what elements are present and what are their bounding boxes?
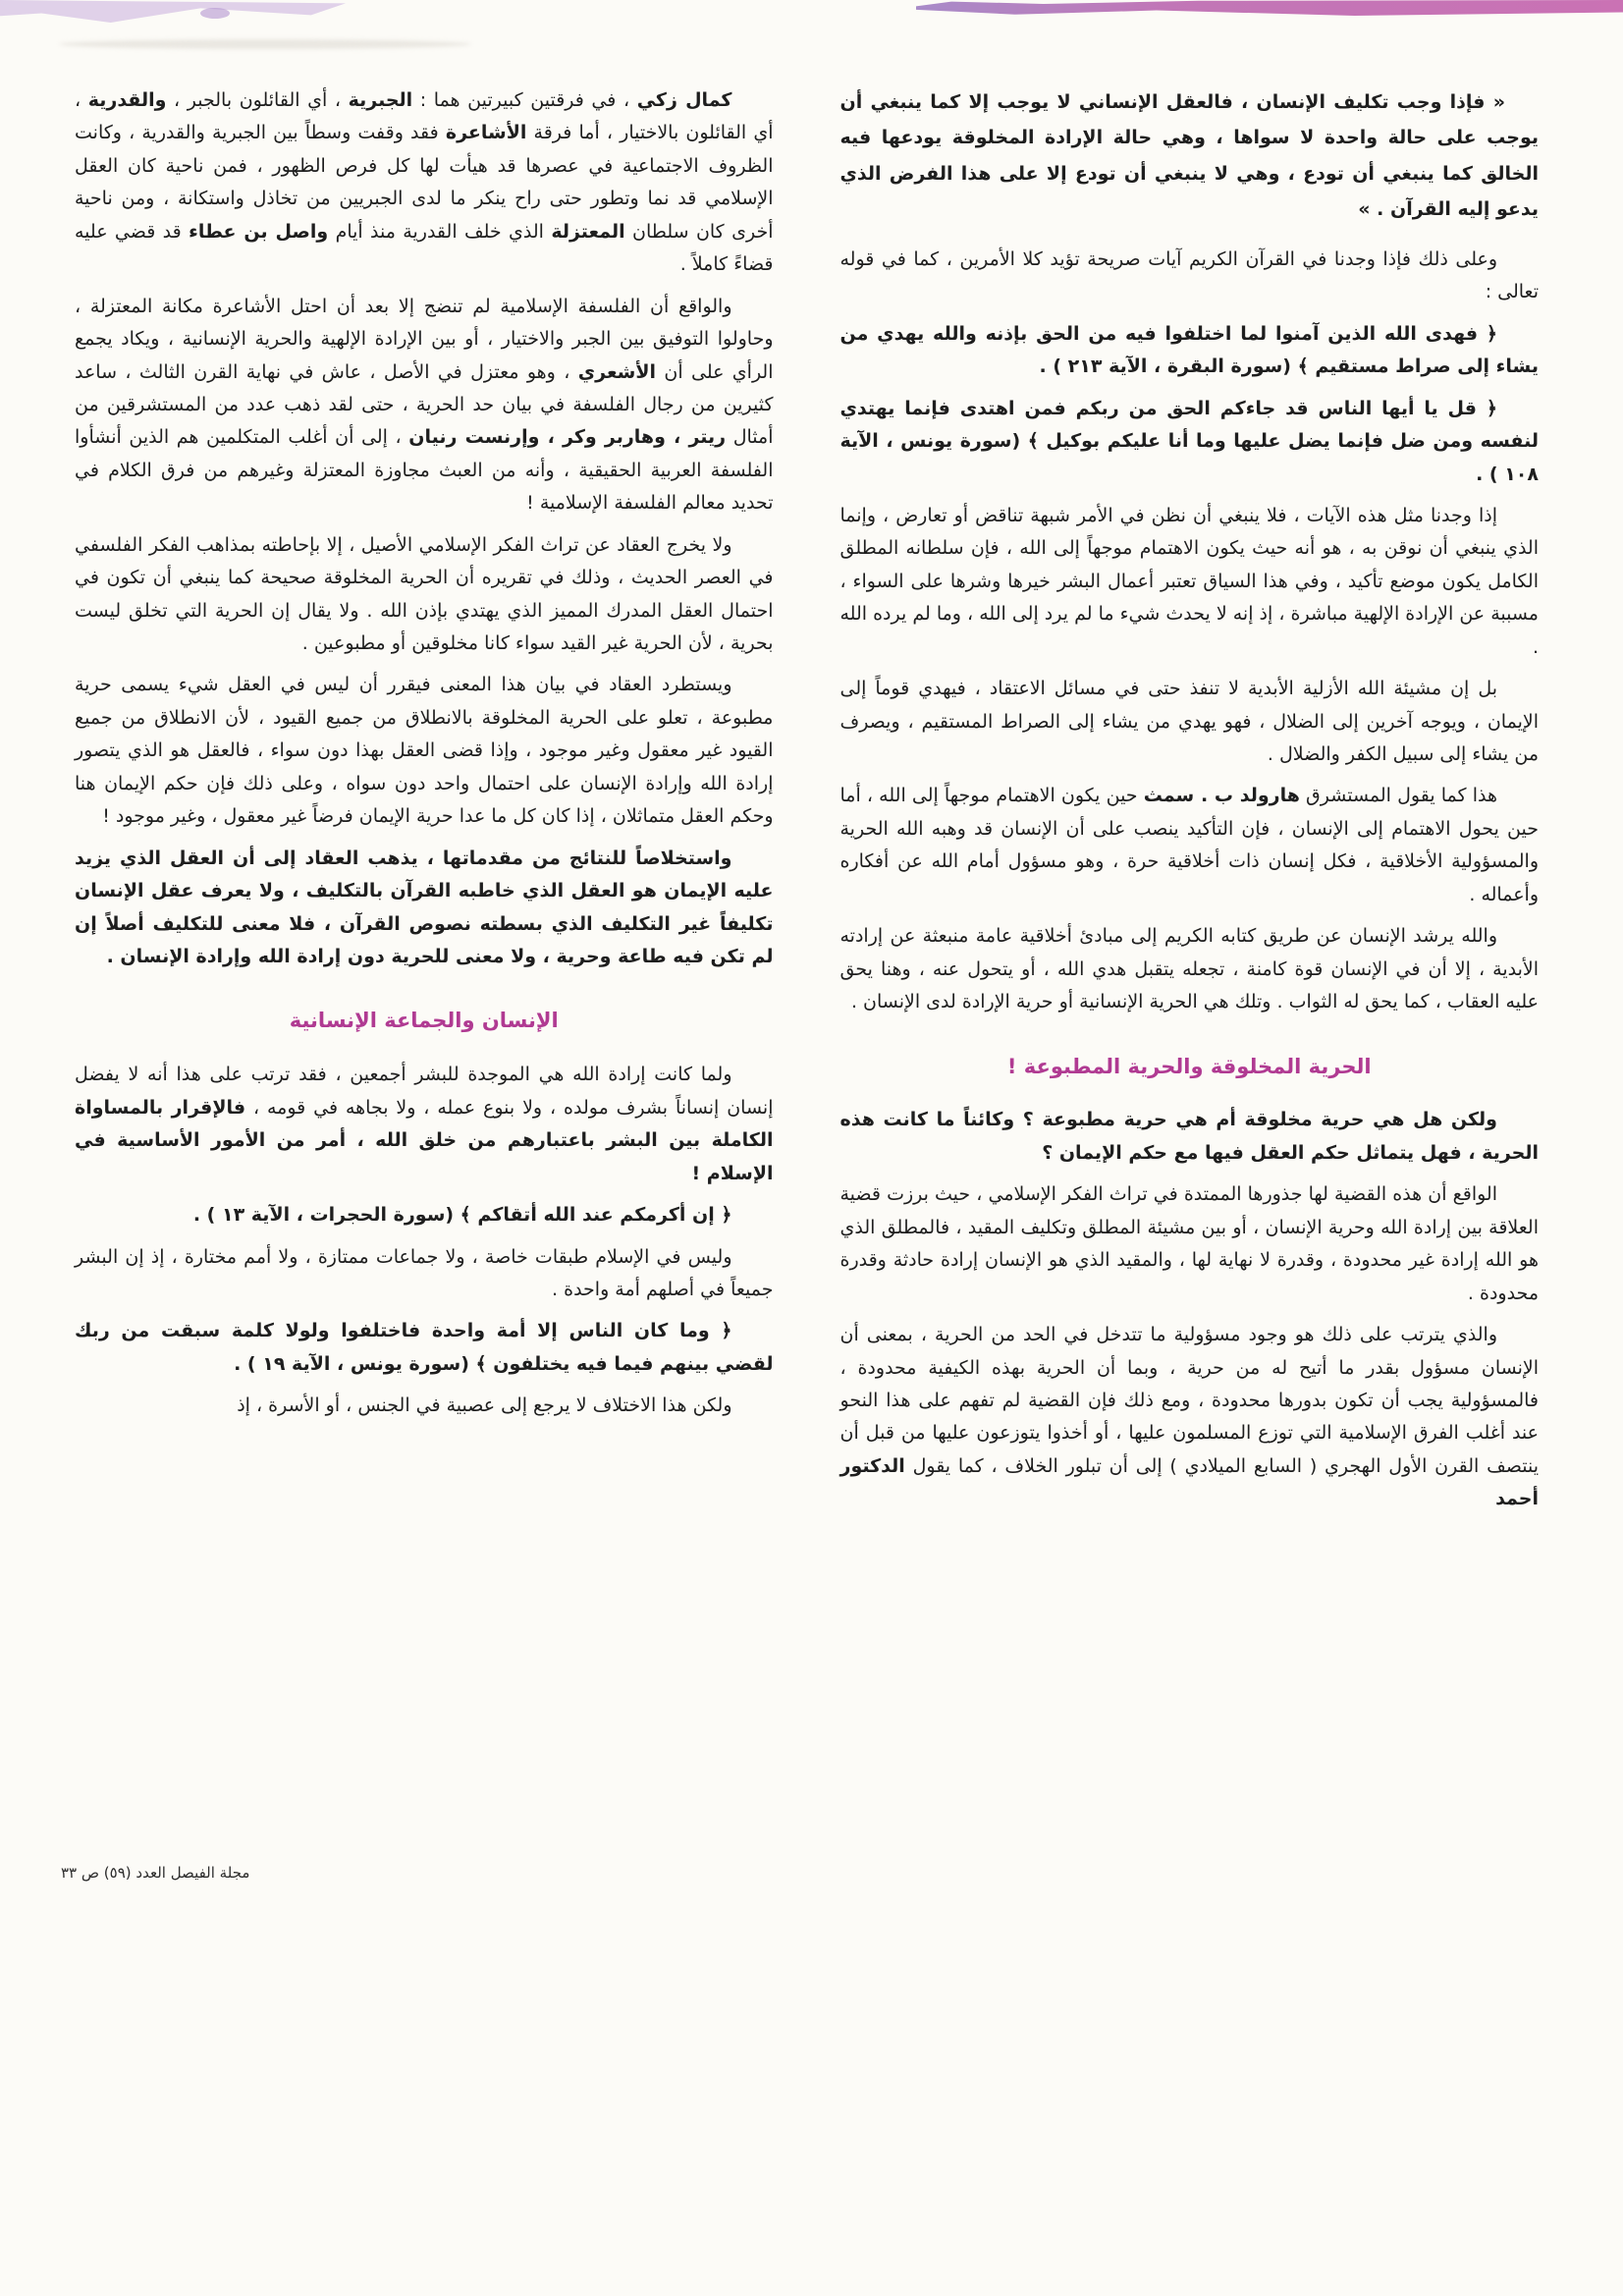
paragraph (840, 1319, 1540, 1516)
quran-verse (840, 393, 1540, 491)
section-heading (75, 1003, 774, 1039)
text-run: الذي خلف القدرية منذ أيام (328, 220, 552, 243)
text-run: والقدرية (87, 89, 167, 111)
paragraph (840, 1104, 1540, 1170)
paragraph (840, 1178, 1540, 1310)
text-run: بل إن مشيئة الله الأزلية الأبدية لا تنفذ حتى في مسائل الاعتقاد ، فيهدي قوماً إلى الإيمان ، ويوجه آخرين إلى الضلال ، فهو يهدي من يشاء إلى الصراط المستقيم ، ويصرف من يشاء إلى سبيل الكفر والضلال . (839, 678, 1539, 765)
text-run: فالإقرار بالمساواة الكاملة بين البشر باعتبارهم من خلق الله ، أمر من الأمور الأساسية في الإسلام ! (75, 1096, 774, 1184)
article-body (75, 84, 1539, 1525)
text-run: وليس في الإسلام طبقات خاصة ، ولا جماعات ممتازة ، ولا أمم مختارة ، إذ إن البشر جميعاً في أصلهم أمة واحدة . (75, 1245, 774, 1300)
left-column (75, 84, 774, 1525)
text-run: « فإذا وجب تكليف الإنسان ، فالعقل الإنساني لا يوجب إلا كما ينبغي أن يوجب على حالة واحدة لا سواها ، وهي حالة الإرادة المخلوقة يودعها فيه الخالق كما ينبغي أن تودع ، وهي لا ينبغي أن تودع إلا على هذا الفرض الذي يدعو إليه القرآن . » (839, 91, 1539, 221)
text-run: إذا وجدنا مثل هذه الآيات ، فلا ينبغي أن نظن في الأمر شبهة تناقض أو تعارض ، وإنما الذي ينبغي أن نوقن به ، هو أنه حيث يكون الاهتمام موجهاً إلى الله ، فإن سلطانه المطلق الكامل يكون موضع تأكيد ، وفي هذا السياق تعتبر أعمال البشر خيرها وشرها على السواء ، مسببة عن الإرادة الإلهية مباشرة ، إذ إنه لا يحدث شيء ما لم يرد إلى الله ، وما لم يرده الله . (839, 504, 1539, 658)
page-footer (61, 1864, 249, 1882)
text-run: ولكن هل هي حرية مخلوقة أم هي حرية مطبوعة ؟ وكائناً ما كانت هذه الحرية ، فهل يتماثل حكم العقل فيها مع حكم الإيمان ؟ (839, 1109, 1539, 1164)
text-run: وعلى ذلك فإذا وجدنا في القرآن الكريم آيات صريحة تؤيد كلا الأمرين ، كما في قوله تعالى : (839, 247, 1539, 303)
text-run: ويستطرد العقاد في بيان هذا المعنى فيقرر أن ليس في العقل شيء يسمى حرية مطبوعة ، تعلو على الحرية المخلوقة بالانطلاق من جميع القيود ، لأن الانطلاق من جميع القيود غير معقول وغير موجود ، وإذا قضى العقل بهذا دون سواء ، فالعقل هو الذي يتصور إرادة الله وإرادة الإنسان على احتمال واحد دون سواه ، وعلى ذلك فإن حكم الإيمان هنا وحكم العقل متماثلان ، إذا كان كل ما عدا حرية الإيمان فرضاً غير معقول ، وغير موجود ! (75, 674, 774, 828)
quran-verse (75, 1315, 774, 1381)
text-run: الأشعري (577, 360, 657, 383)
text-run: ريتر ، وهاربر وكر ، وإرنست رنيان (408, 426, 727, 449)
text-run: ، وهو معتزل في الأصل ، عاش في نهاية القرن الثالث ، ساعد كثيرين من رجال الفلسفة في بيان حد الحرية ، حتى لقد ذهب عدد من المستشرقين من أمثال (75, 360, 774, 449)
right-column (840, 84, 1540, 1525)
scan-artifact-top-right (916, 0, 1623, 16)
text-run: ﴿ إن أكرمكم عند الله أتقاكم ﴾ (سورة الحجرات ، الآية ١٣ ) . (192, 1204, 732, 1227)
text-run: كمال زكي (636, 89, 732, 111)
quotation-paragraph (840, 84, 1540, 228)
text-run: فقد وقفت وسطاً بين الجبرية والقدرية ، وكانت الظروف الاجتماعية في عصرها قد هيأت لها كل فرص الظهور ، فمن ناحية كان العقل الإسلامي قد نما وتطور حتى راح ينكر ما لدى الجبريين من تخاذل واستكانة ، ومن ناحية أخرى كان سلطان (75, 122, 774, 243)
quran-verse (840, 318, 1540, 384)
text-run: الدكتور أحمد (839, 1454, 1539, 1510)
text-run: قد قضي عليه قضاءً كاملاً . (75, 220, 774, 276)
text-run: ولكن هذا الاختلاف لا يرجع إلى عصبية في الجنس ، أو الأسرة ، إذ (237, 1394, 732, 1417)
text-run: والذي يترتب على ذلك هو وجود مسؤولية ما تتدخل في الحد من الحرية ، بمعنى أن الإنسان مسؤول بقدر ما أتيح له من حرية ، وبما أن الحرية بهذه الكيفية محدودة ، فالمسؤولية يجب أن تكون بدورها محدودة ، ومع ذلك فإن القضية لم تفهم على هذا النحو عند أغلب الفرق الإسلامية التي توزع المسلمون عليها ، أو أخذوا يتوزعون عليها من قبل أن ينتصف القرن الأول الهجري ( السابع الميلادي ) إلى أن تبلور الخلاف ، كما يقول (839, 1324, 1539, 1477)
text-run: ، في فرقتين كبيرتين هما : (412, 89, 637, 111)
section-heading (840, 1049, 1540, 1085)
paragraph (840, 920, 1540, 1018)
paragraph (75, 1390, 774, 1422)
paragraph (840, 244, 1540, 309)
text-run: ، أي القائلون بالاختيار ، أما فرقة (75, 89, 774, 144)
text-run: حين يكون الاهتمام موجهاً إلى الله ، أما حين يحول الاهتمام إلى الإنسان ، فإن التأكيد ينصب على أن الإنسان قد وهبه الله الحرية والمسؤولية الأخلاقية ، فكل إنسان ذات أخلاقية حرة ، وهو مسؤول أمام الله عن أفكاره وأعماله . (839, 785, 1539, 905)
text-run: الجبرية (348, 89, 413, 111)
paragraph (840, 500, 1540, 664)
text-run: ﴿ فهدى الله الذين آمنوا لما اختلفوا فيه من الحق بإذنه والله يهدي من يشاء إلى صراط مستقيم ﴾ (سورة البقرة ، الآية ٢١٣ ) . (839, 322, 1539, 378)
text-run: الأشاعرة (445, 122, 527, 144)
text-run: والواقع أن الفلسفة الإسلامية لم تنضج إلا بعد أن احتل الأشاعرة مكانة المعتزلة ، وحاولوا التوفيق بين الجبر والاختيار ، أو بين الإرادة الإلهية والحرية الإنسانية ، ويكاد يجمع الرأي على أن (75, 295, 774, 383)
text-run: واستخلاصاً للنتائج من مقدماتها ، يذهب العقاد إلى أن العقل الذي يزيد عليه الإيمان هو العقل الذي خاطبه القرآن بالتكليف ، ولا يعرف عقل الإنسان تكليفاً غير التكليف الذي بسطته نصوص القرآن ، فلا معنى للتكليف أصلاً إن لم تكن فيه طاعة وحرية ، ولا معنى للحرية دون إرادة الله وإرادة الإنسان . (75, 847, 774, 967)
text-run: ﴿ وما كان الناس إلا أمة واحدة فاختلفوا ولولا كلمة سبقت من ربك لقضي بينهم فيما فيه يختلفون ﴾ (سورة يونس ، الآية ١٩ ) . (75, 1320, 774, 1375)
paragraph (75, 84, 774, 282)
text-run: الإنسان والجماعة الإنسانية (289, 1009, 559, 1033)
paragraph (75, 843, 774, 974)
text-run: واصل بن عطاء (189, 220, 329, 243)
text-run: هارولد ب . سمث (1143, 785, 1300, 807)
text-run: والله يرشد الإنسان عن طريق كتابه الكريم إلى مبادئ أخلاقية عامة منبعثة عن إرادته الأبدية ، إلا أن في الإنسان قوة كامنة ، تجعله يتقبل هدي الله ، أو يتحول عنه ، وهنا يحق عليه العقاب ، كما يحق له الثواب . وتلك هي الحرية الإنسانية أو حرية الإرادة لدى الإنسان . (839, 925, 1539, 1013)
paragraph (75, 291, 774, 520)
text-run: ولا يخرج العقاد عن تراث الفكر الإسلامي الأصيل ، إلا بإحاطته بمذاهب الفكر الفلسفي في العصر الحديث ، وذلك في تقريره أن الحرية المخلوقة صحيحة كما ينبغي أن تكون في احتمال العقل المدرك المميز الذي يهتدي بإذن الله . ولا يقال إن الحرية التي تخلق ليست بحرية ، لأن الحرية غير القيد سواء كانا مخلوقين أو مطبوعين . (75, 533, 774, 654)
quran-verse (75, 1199, 774, 1231)
text-run: الحرية المخلوقة والحرية المطبوعة ! (1006, 1054, 1372, 1078)
text-run: المعتزلة (551, 220, 625, 243)
text-run: هذا كما يقول المستشرق (1299, 785, 1498, 807)
scan-artifact-dot (200, 8, 230, 19)
text-run: ، إلى أن أغلب المتكلمين هم الذين أنشأوا الفلسفة العربية الحقيقية ، وأنه من العبث مجاوزة المعتزلة وغيرهم من فرق الكلام في تحديد معالم الفلسفة الإسلامية ! (75, 426, 774, 515)
text-run: الواقع أن هذه القضية لها جذورها الممتدة في تراث الفكر الإسلامي ، حيث برزت قضية العلاقة بين إرادة الله وحرية الإنسان ، أو بين مشيئة المطلق وتكليف المقيد ، فالمطلق الذي هو الله إرادة غير محدودة ، وقدرة لا نهاية لها ، والمقيد الذي هو الإنسان إرادة حادثة وقدرة محدودة . (839, 1183, 1539, 1304)
scan-smudge (59, 39, 471, 49)
paragraph (75, 1241, 774, 1307)
paragraph (840, 673, 1540, 771)
scan-artifact-top-left (0, 0, 346, 27)
paragraph (840, 780, 1540, 911)
footer-text: مجلة الفيصل العدد (٥٩) ص ٣٣ (61, 1864, 250, 1882)
text-run: ، أي القائلون بالجبر ، (166, 89, 349, 111)
paragraph (75, 529, 774, 661)
paragraph (75, 669, 774, 833)
text-run: ولما كانت إرادة الله هي الموجدة للبشر أجمعين ، فقد ترتب على هذا أنه لا يفضل إنسان إنساناً بشرف مولده ، ولا بنوع عمله ، ولا بجاهه في قومه ، (75, 1064, 774, 1119)
paragraph (75, 1059, 774, 1190)
text-run: ﴿ قل يا أيها الناس قد جاءكم الحق من ربكم فمن اهتدى فإنما يهتدي لنفسه ومن ضل فإنما يضل عليها وما أنا عليكم بوكيل ﴾ (سورة يونس ، الآية ١٠٨ ) . (839, 397, 1539, 485)
